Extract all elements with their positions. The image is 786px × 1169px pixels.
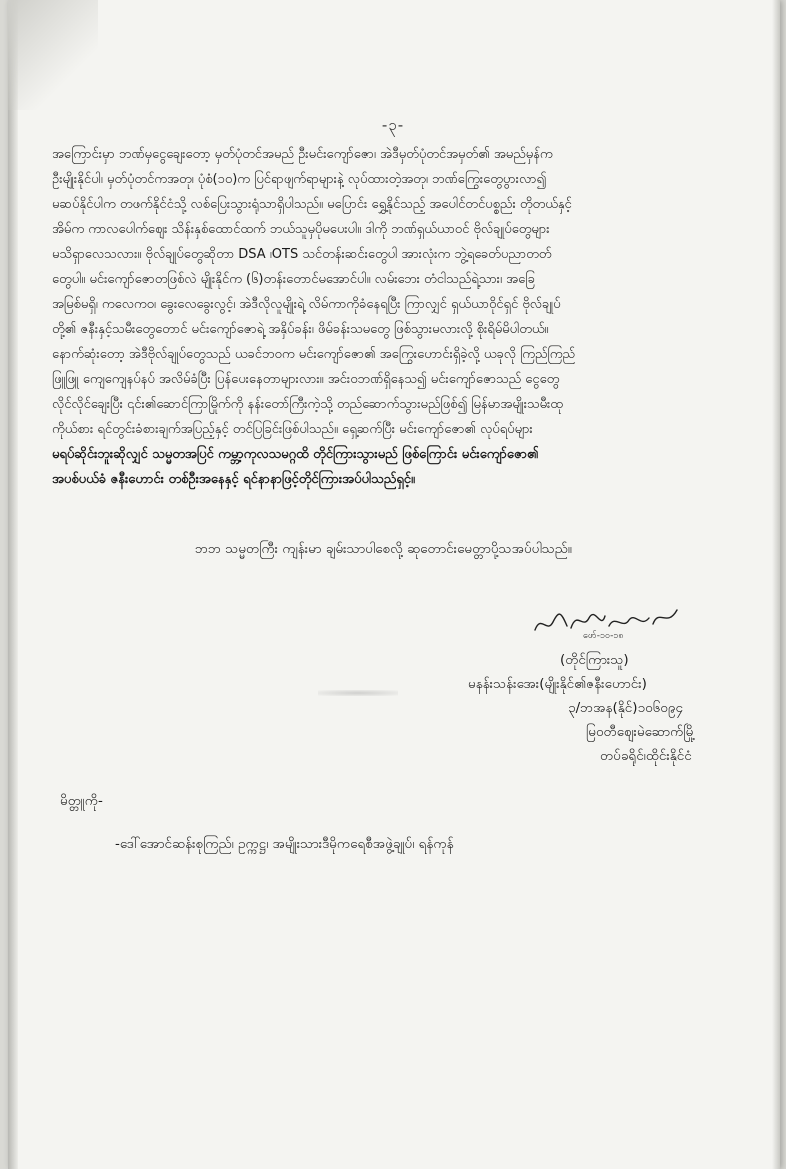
- page-number: -၃-: [381, 116, 405, 134]
- scan-smudge: [318, 690, 398, 696]
- complainant-role: (တိုင်ကြားသူ): [560, 652, 629, 668]
- scan-shadow-right: [772, 0, 780, 1169]
- paragraph-line: ဦးမျိုးနိုင်ပါ၊ မှတ်ပုံတင်ကအတု၊ ပုံစံ(၁၀)က ပြင်ရာဖျက်ရာများနဲ့ လုပ်ထားတဲ့အတု၊ ဘဏ်ကြွေးတွေပွားလာ၍: [52, 172, 547, 187]
- scan-corner-shadow: [8, 0, 98, 110]
- paragraph-line: လိုင်လိုင်ချေးပြီး ၎င်း၏ဆောင်ကြာမြိုက်ကို နန်းတော်ကြီးကဲ့သို့ တည်ဆောက်သွားမည်ဖြစ်၍ မြန်မာအမျိုးသမီးထု: [52, 397, 563, 412]
- closing-blessing: ဘဘ သမ္မတကြီး ကျန်းမာ ချမ်းသာပါစေလို့ ဆုတောင်းမေတ္တာပို့သအပ်ပါသည်။: [195, 541, 572, 557]
- signature-block: [468, 648, 768, 768]
- signature-date: ဖော်-၁၀-၁၈: [583, 631, 624, 640]
- complainant-address-line-2: တပ်ခရိုင်၊ထိုင်းနိုင်ငံ: [600, 748, 692, 764]
- complainant-nrc: ၃/ဘအန(နိုင်)၁၀၆၀၉၄: [568, 700, 684, 716]
- paragraph-line: တွေပါ။ မင်းကျော်ဇောတဖြစ်လဲ မျိုးနိုင်က (၆)တန်းတောင်မအောင်ပါ။ လမ်းဘေး တံငါသည်ရဲ့သား၊ အခြေ: [52, 272, 535, 287]
- paragraph-line: အမြစ်မရှိ၊ ကလေကဝ၊ ခွေးလေခွေးလွင့်၊ အဲဒီလိုလူမျိုးရဲ့ လိမ်ကာကိုခံနေရပြီး ကြာလျှင် ရှယ်ယာဝိုင်ရှင် ဗိုလ်ချုပ်: [52, 297, 561, 312]
- paragraph-line: ကိုယ်စား ရင်တွင်းခံစားချက်အပြည့်နှင့် တင်ပြခြင်းဖြစ်ပါသည်။ ရှေ့ဆက်ပြီး မင်းကျော်ဇော၏ လုပ်ရပ်များ: [52, 422, 533, 437]
- paragraph-line: အပစ်ပယ်ခံ ဇနီးဟောင်း တစ်ဦးအနေနှင့် ရင်နာနာဖြင့်တိုင်ကြားအပ်ပါသည်ရှင့်။: [52, 472, 415, 487]
- cc-label: မိတ္တူကို-: [60, 793, 103, 809]
- cc-recipient: -ဒေါ်အောင်ဆန်းစုကြည်၊ ဥက္ကဋ္ဌ၊ အမျိုးသားဒီမိုကရေစီအဖွဲ့ချုပ်၊ ရန်ကုန်: [115, 836, 454, 852]
- paragraph-line: နောက်ဆုံးတော့ အဲဒီဗိုလ်ချုပ်တွေသည် ယခင်ဘဝက မင်းကျော်ဇော၏ အကြွေးဟောင်းရှိခဲ့လို့ ယခုလို ကြည်ကြည်: [52, 347, 576, 362]
- scan-shadow-left: [8, 0, 18, 1169]
- paragraph-line: ဖြူဖြူ ကျေကျေနပ်နပ် အလိမ်ခံပြီး ပြန်ပေးနေတာများလား။ အင်းဝဘဏ်ရှိနေသ၍ မင်းကျော်ဇောသည် ငွေတွေ: [52, 372, 560, 387]
- paragraph-line: မရပ်ဆိုင်းဘူးဆိုလျှင် သမ္မတအပြင် ကမ္ဘာ့ကုလသမဂ္ဂထိ တိုင်ကြားသွားမည် ဖြစ်ကြောင်း မင်းကျော်ဇော၏: [52, 447, 539, 462]
- complainant-name: မနန်းသန်းအေး(မျိုးနိုင်၏ဇနီးဟောင်း): [468, 676, 647, 692]
- paragraph-line: မသိရှာလေသလား။ ဗိုလ်ချုပ်တွေဆိုတာ DSA ၊OTS သင်တန်းဆင်းတွေပါ အားလုံးက ဘွဲ့ရခေတ်ပညာတတ်: [52, 247, 552, 262]
- letter-body-paragraph: [52, 142, 760, 492]
- paragraph-line: အိမ်က ကာလပေါက်ဈေး သိန်းနှစ်ထောင်ထက် ဘယ်သူမှပိုမပေးပါ။ ဒါကို ဘဏ်ရှယ်ယာဝင် ဗိုလ်ချုပ်တွေများ: [52, 222, 550, 237]
- paragraph-line: တို့၏ ဇနီးနှင့်သမီးတွေတောင် မင်းကျော်ဇောရဲ့ အနှိပ်ခန်း၊ ဖိမ်ခန်းသမတွေ ဖြစ်သွားမလားလို့ စိုးရိမ်မိပါတယ်။: [52, 322, 549, 337]
- handwritten-signature: [531, 600, 691, 640]
- paragraph-line: အကြောင်းမှာ ဘဏ်မှငွေချေးတော့ မှတ်ပုံတင်အမည် ဦးမင်းကျော်ဇော၊ အဲဒီမှတ်ပုံတင်အမှတ်၏ အမည်မှန်က: [52, 147, 553, 162]
- complainant-address-line-1: မြဝတီဈေးမဲဆောက်မြို့: [586, 724, 696, 740]
- paragraph-line: မဆပ်နိုင်ပါက တဖက်နိုင်ငံသို့ လစ်ပြေးသွားရုံသာရှိပါသည်။ မပြောင်း ရွှေ့နိုင်သည့် အပေါင်တင်ပစ္စည်း တိုတယ်နှင့်: [52, 197, 572, 212]
